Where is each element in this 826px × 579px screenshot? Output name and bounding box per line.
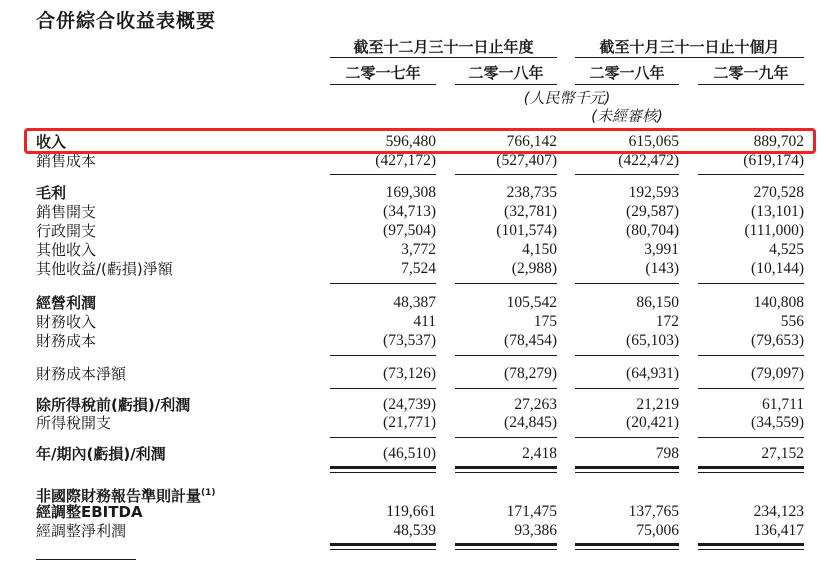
cell-value: (78,279)	[504, 365, 557, 382]
row-label: 經營利潤	[36, 294, 97, 312]
table-row-finance-income	[0, 312, 826, 332]
cell-value: (78,454)	[504, 332, 557, 349]
cell-value: (111,000)	[744, 222, 804, 239]
table-row-profit-for-period	[0, 444, 826, 464]
cell-value: (79,653)	[751, 332, 804, 349]
cell-value: (21,771)	[383, 414, 436, 431]
total-double-rule	[455, 466, 557, 469]
subtotal-rule	[330, 283, 436, 284]
total-double-rule	[575, 549, 679, 550]
subtotal-rule	[330, 355, 436, 356]
cell-value: (32,781)	[504, 203, 557, 220]
footnote-marker: (1)	[201, 488, 216, 498]
cell-value: 75,006	[636, 522, 679, 539]
page-title: 合併綜合收益表概要	[36, 10, 217, 32]
year-header-2017: 二零一七年	[345, 64, 421, 82]
row-label: 其他收益/(虧損)淨額	[36, 260, 173, 278]
subtotal-rule	[698, 174, 804, 175]
table-row-other-income	[0, 240, 826, 260]
total-double-rule	[698, 466, 804, 469]
table-row-income-tax	[0, 413, 826, 433]
cell-value: 798	[655, 445, 679, 462]
period-underline-fy	[330, 57, 557, 58]
total-double-rule	[455, 543, 557, 546]
row-label: 除所得稅前(虧損)/利潤	[36, 396, 191, 414]
total-double-rule	[698, 543, 804, 546]
row-label: 財務收入	[36, 313, 97, 331]
cell-value: 889,702	[753, 133, 804, 150]
cell-value: (13,101)	[751, 203, 804, 220]
cell-value: 2,418	[522, 445, 557, 462]
cell-value: 270,528	[753, 184, 804, 201]
total-double-rule	[698, 472, 804, 473]
subtotal-rule	[330, 174, 436, 175]
cell-value: 27,263	[514, 396, 557, 413]
cell-value: (101,574)	[496, 222, 557, 239]
row-label: 毛利	[36, 184, 67, 202]
subtotal-rule	[330, 437, 436, 438]
cell-value: 119,661	[386, 503, 436, 520]
row-label: 年/期內(虧損)/利潤	[36, 445, 166, 463]
cell-value: 3,991	[644, 241, 679, 258]
row-label: 收入	[36, 133, 67, 151]
period-underline-10m	[575, 57, 804, 58]
cell-value: (73,126)	[383, 365, 436, 382]
period-header-fy: 截至十二月三十一日止年度	[353, 38, 534, 56]
cell-value: 48,539	[393, 522, 436, 539]
table-row-other-gains-losses	[0, 259, 826, 279]
row-label: 經調整淨利潤	[36, 522, 127, 540]
cell-value: (2,988)	[511, 260, 557, 277]
cell-value: 171,475	[506, 503, 557, 520]
subtotal-rule	[330, 388, 436, 389]
cell-value: 140,808	[753, 294, 804, 311]
year-header-2018a: 二零一八年	[468, 64, 544, 82]
subtotal-rule	[698, 437, 804, 438]
revenue-highlight-box	[24, 128, 816, 154]
subtotal-rule	[698, 355, 804, 356]
total-double-rule	[455, 549, 557, 550]
cell-value: (10,144)	[751, 260, 804, 277]
total-double-rule	[330, 472, 436, 473]
total-double-rule	[575, 466, 679, 469]
cell-value: 172	[655, 313, 679, 330]
subtotal-rule	[698, 283, 804, 284]
table-row-finance-costs	[0, 331, 826, 351]
total-double-rule	[330, 543, 436, 546]
cell-value: (65,103)	[626, 332, 679, 349]
year-header-2019: 二零一九年	[713, 64, 789, 82]
cell-value: 169,308	[385, 184, 436, 201]
subtotal-rule	[575, 174, 679, 175]
period-header-10m: 截至十月三十一日止十個月	[599, 38, 780, 56]
cell-value: 411	[413, 313, 436, 330]
cell-value: 3,772	[401, 241, 436, 258]
row-label: 財務成本淨額	[36, 365, 127, 383]
total-double-rule	[575, 543, 679, 546]
cell-value: (34,559)	[751, 414, 804, 431]
cell-value: (422,472)	[618, 152, 679, 169]
cell-value: 175	[533, 313, 557, 330]
total-double-rule	[575, 472, 679, 473]
cell-value: 136,417	[753, 522, 804, 539]
cell-value: 93,386	[514, 522, 557, 539]
cell-value: 7,524	[401, 260, 436, 277]
year-underline	[575, 84, 679, 85]
table-row-cost-of-sales	[0, 151, 826, 171]
subtotal-rule	[575, 388, 679, 389]
cell-value: (80,704)	[626, 222, 679, 239]
cell-value: 4,150	[522, 241, 557, 258]
non-ifrs-label: 非國際財務報告準則計量	[36, 487, 202, 505]
table-row-adjusted-net-profit	[0, 521, 826, 541]
total-double-rule	[330, 466, 436, 469]
table-row-adjusted-ebitda	[0, 502, 826, 522]
subtotal-rule	[455, 174, 557, 175]
row-label: 銷售開支	[36, 203, 97, 221]
cell-value: (427,172)	[375, 152, 436, 169]
cell-value: 766,142	[506, 133, 557, 150]
row-label: 所得稅開支	[36, 414, 112, 432]
cell-value: (73,537)	[383, 332, 436, 349]
cell-value: 4,525	[769, 241, 804, 258]
subtotal-rule	[575, 355, 679, 356]
cell-value: (97,504)	[383, 222, 436, 239]
row-label: 其他收入	[36, 241, 97, 259]
cell-value: 105,542	[506, 294, 557, 311]
row-label: 銷售成本	[36, 152, 97, 170]
cell-value: (79,097)	[751, 365, 804, 382]
cell-value: (143)	[645, 260, 679, 277]
year-underline	[698, 84, 804, 85]
year-underline	[455, 84, 557, 85]
cell-value: (29,587)	[626, 203, 679, 220]
cell-value: 86,150	[636, 294, 679, 311]
cell-value: (24,739)	[383, 396, 436, 413]
cell-value: (527,407)	[496, 152, 557, 169]
table-row-non-ifrs-heading	[0, 483, 826, 503]
cell-value: 27,152	[761, 445, 804, 462]
cell-value: 61,711	[761, 396, 804, 413]
cell-value: (24,845)	[504, 414, 557, 431]
cell-value: 234,123	[753, 503, 804, 520]
table-row-profit-before-tax	[0, 395, 826, 415]
cell-value: (46,510)	[383, 445, 436, 462]
footnote-separator	[36, 559, 136, 560]
row-label: 經調整EBITDA	[36, 503, 143, 521]
cell-value: (619,174)	[743, 152, 804, 169]
year-underline	[330, 84, 436, 85]
table-row-gross-profit	[0, 183, 826, 203]
total-double-rule	[330, 549, 436, 550]
table-row-admin-expenses	[0, 221, 826, 241]
total-double-rule	[455, 472, 557, 473]
subtotal-rule	[698, 388, 804, 389]
subtotal-rule	[455, 388, 557, 389]
row-label: 財務成本	[36, 332, 97, 350]
subtotal-rule	[575, 283, 679, 284]
table-row-operating-profit	[0, 293, 826, 313]
cell-value: (64,931)	[626, 365, 679, 382]
cell-value: 48,387	[393, 294, 436, 311]
cell-value: 596,480	[385, 133, 436, 150]
table-row-selling-expenses	[0, 202, 826, 222]
cell-value: (20,421)	[626, 414, 679, 431]
cell-value: 615,065	[628, 133, 679, 150]
cell-value: 137,765	[628, 503, 679, 520]
year-header-2018b: 二零一八年	[589, 64, 665, 82]
total-double-rule	[698, 549, 804, 550]
cell-value: 556	[780, 313, 804, 330]
subtotal-rule	[455, 355, 557, 356]
currency-note: (人民幣千元)	[523, 89, 611, 107]
unaudited-note: (未經審核)	[591, 107, 663, 125]
table-row-net-finance-costs	[0, 364, 826, 384]
row-label: 行政開支	[36, 222, 97, 240]
subtotal-rule	[575, 437, 679, 438]
cell-value: 21,219	[636, 396, 679, 413]
cell-value: 192,593	[628, 184, 679, 201]
cell-value: 238,735	[506, 184, 557, 201]
cell-value: (34,713)	[383, 203, 436, 220]
subtotal-rule	[455, 437, 557, 438]
subtotal-rule	[455, 283, 557, 284]
